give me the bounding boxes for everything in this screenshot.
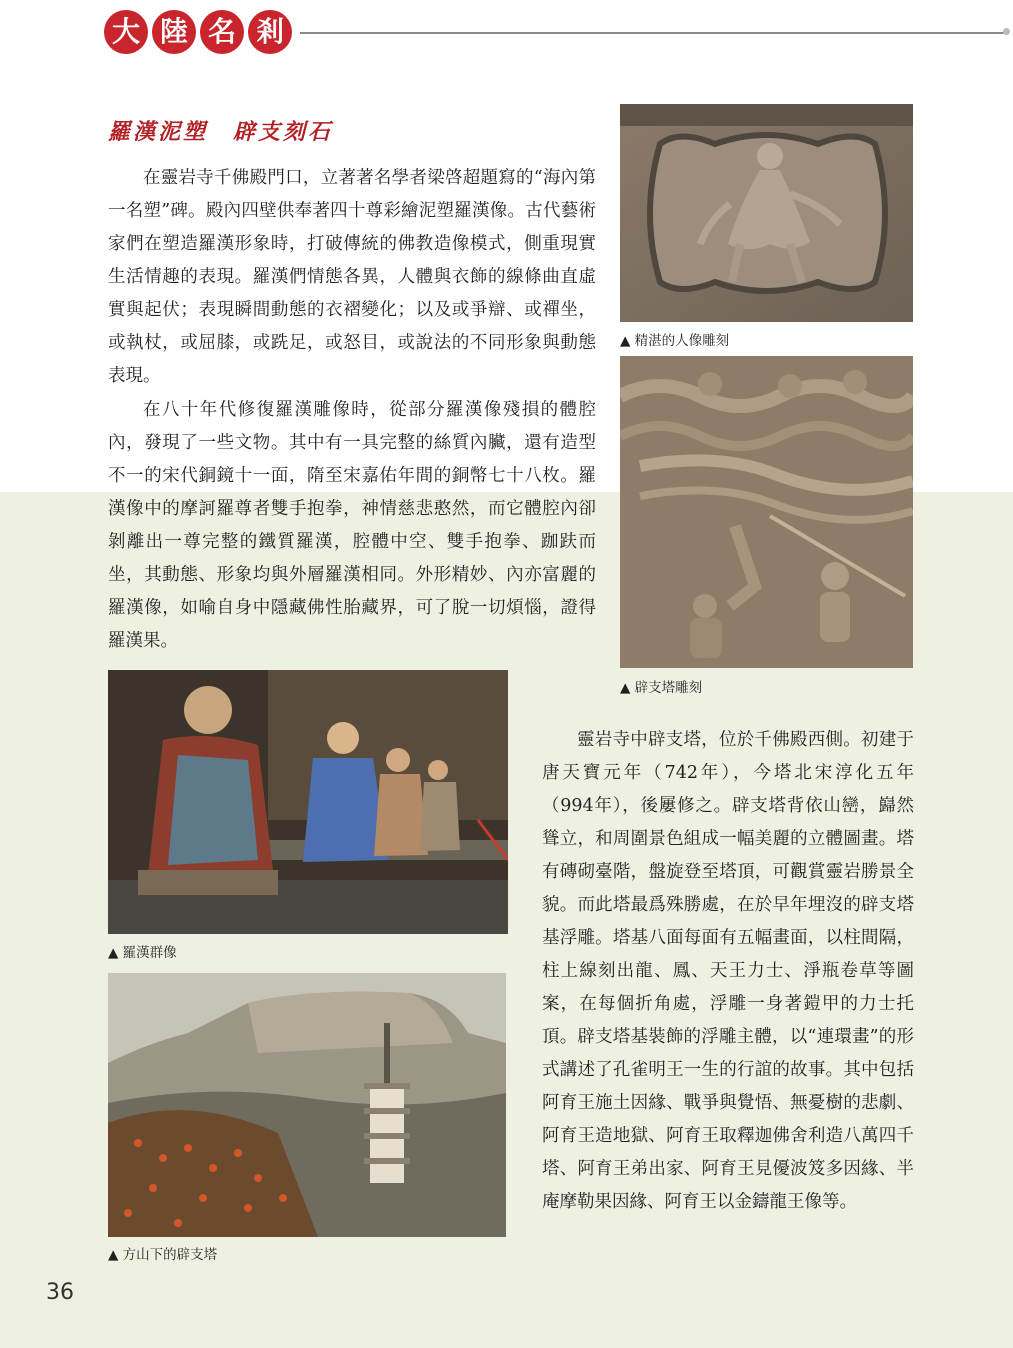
header-char-1: 大 [104,10,148,54]
relief-figure-photo [620,104,913,322]
caption-pagoda-mountain: ▲ 方山下的辟支塔 [108,1247,218,1263]
pagoda-mountain-photo [108,973,506,1237]
section-title: 羅漢泥塑 辟支刻石 [108,119,334,145]
arhat-statues-photo [108,670,508,934]
header-rule [300,32,1005,34]
page-number: 36 [46,1280,74,1305]
paragraph-3: 靈岩寺中辟支塔，位於千佛殿西側。初建于唐天寶元年（742年），今塔北宋淳化五年（994年），後屢修之。辟支塔背依山巒，巋然聳立，和周圍景色組成一幅美麗的立體圖畫。塔有磚砌臺階，盤旋登至塔頂，可觀賞靈岩勝景全貌。而此塔最爲殊勝處，在於早年埋沒的辟支塔基浮雕。塔基八面每面有五幅畫面，以柱間隔，柱上線刻出龍、鳳、天王力士、淨瓶卷草等圖案，在每個折角處，浮雕一身著鎧甲的力士托頂。辟支塔基裝飾的浮雕主體，以“連環畫”的形式講述了孔雀明王一生的行誼的故事。其中包括阿育王施土因緣、戰爭與覺悟、無憂樹的悲劇、阿育王造地獄、阿育王取釋迦佛舍利造八萬四千塔、阿育王弟出家、阿育王見優波笈多因緣、半庵摩勒果因緣、阿育王以金鑄龍王像等。 [542,730,914,1212]
caption-pagoda-relief: ▲ 辟支塔雕刻 [620,680,703,696]
caption-arhats: ▲ 羅漢群像 [108,945,177,961]
caption-relief-figure: ▲ 精湛的人像雕刻 [620,333,730,349]
paragraph-1: 在靈岩寺千佛殿門口，立著著名學者梁啓超題寫的“海內第一名塑”碑。殿內四壁供奉著四十尊彩繪泥塑羅漢像。古代藝術家們在塑造羅漢形象時，打破傳統的佛教造像模式，側重現實生活情趣的表現。羅漢們情態各異，人體與衣飾的線條曲直虛實與起伏；表現瞬間動態的衣褶變化；以及或爭辯、或禪坐，或執杖，或屈膝，或跣足，或怒目，或說法的不同形象與動態表現。 [108,168,596,386]
header-char-4: 剎 [248,10,292,54]
header-char-3: 名 [200,10,244,54]
pagoda-relief-photo [620,356,913,668]
header-char-2: 陸 [152,10,196,54]
header-rule-dot [1003,28,1010,35]
paragraph-2: 在八十年代修復羅漢雕像時，從部分羅漢像殘損的體腔內，發現了一些文物。其中有一具完整的絲質內臟，還有造型不一的宋代銅鏡十一面，隋至宋嘉佑年間的銅幣七十八枚。羅漢像中的摩訶羅尊者雙手抱拳，神情慈悲憨然，而它體腔內卻剝離出一尊完整的鐵質羅漢，腔體中空、雙手抱拳、跏趺而坐，其動態、形象均與外層羅漢相同。外形精妙、內亦富麗的羅漢像，如喻自身中隱藏佛性胎藏界，可了脫一切煩惱，證得羅漢果。 [108,400,596,651]
